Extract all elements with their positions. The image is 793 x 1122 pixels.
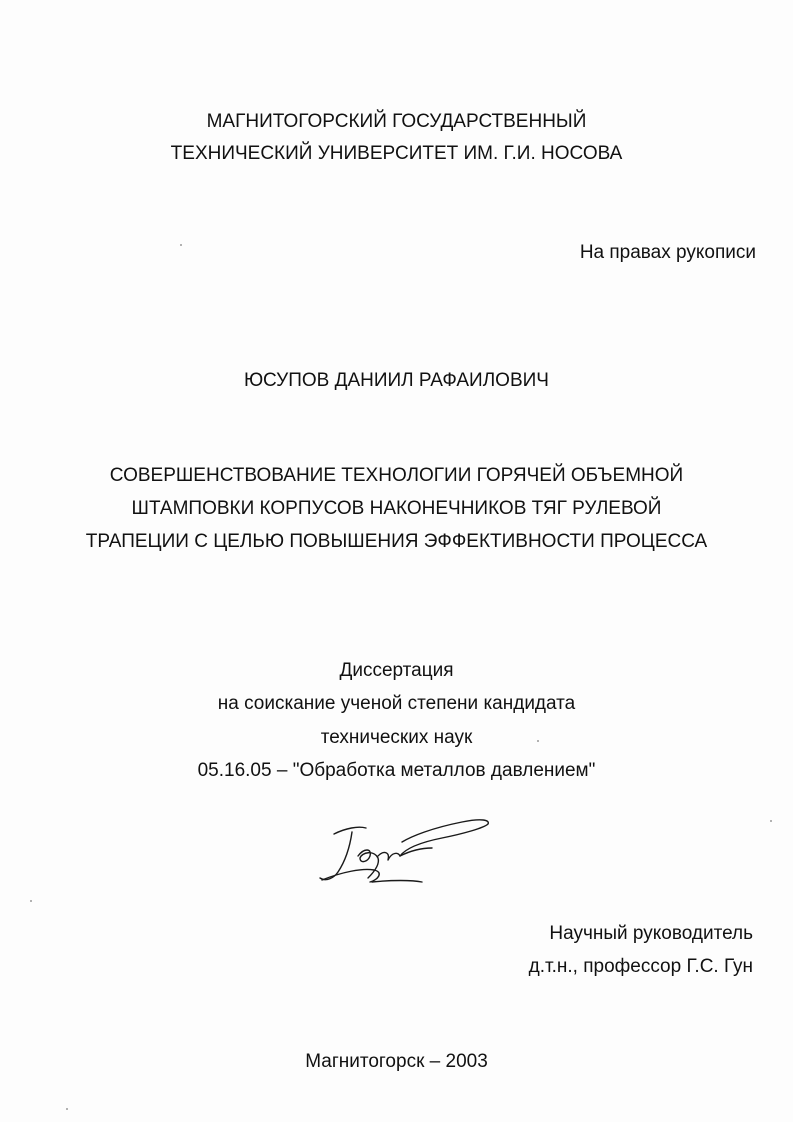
scan-speck bbox=[66, 1108, 68, 1110]
dissertation-heading: Диссертация bbox=[339, 660, 454, 681]
scan-speck bbox=[537, 740, 539, 742]
university-line-2: ТЕХНИЧЕСКИЙ УНИВЕРСИТЕТ ИМ. Г.И. НОСОВА bbox=[170, 143, 623, 164]
university-line-1: МАГНИТОГОРСКИЙ ГОСУДАРСТВЕННЫЙ bbox=[206, 111, 587, 132]
handwritten-signature bbox=[312, 812, 497, 890]
scan-speck bbox=[770, 820, 772, 822]
dissertation-title-line-2: ШТАМПОВКИ КОРПУСОВ НАКОНЕЧНИКОВ ТЯГ РУЛЕВОЙ bbox=[131, 498, 662, 519]
dissertation-title-line-1: СОВЕРШЕНСТВОВАНИЕ ТЕХНОЛОГИИ ГОРЯЧЕЙ ОБЪЕМНОЙ bbox=[109, 465, 684, 486]
city-year: Магнитогорск – 2003 bbox=[305, 1051, 488, 1072]
dissertation-title-line-3: ТРАПЕЦИИ С ЦЕЛЬЮ ПОВЫШЕНИЯ ЭФФЕКТИВНОСТИ ПРОЦЕССА bbox=[85, 531, 708, 552]
specialty-line: 05.16.05 – "Обработка металлов давлением" bbox=[197, 760, 596, 781]
supervisor-name: д.т.н., профессор Г.С. Гун bbox=[528, 956, 753, 977]
scan-speck bbox=[30, 900, 32, 902]
manuscript-note: На правах рукописи bbox=[579, 242, 756, 263]
degree-line-2: технических наук bbox=[320, 727, 473, 748]
supervisor-label: Научный руководитель bbox=[549, 923, 753, 944]
scan-speck bbox=[180, 244, 182, 246]
degree-line-1: на соискание ученой степени кандидата bbox=[217, 693, 576, 714]
author-name: ЮСУПОВ ДАНИИЛ РАФАИЛОВИЧ bbox=[244, 370, 549, 391]
